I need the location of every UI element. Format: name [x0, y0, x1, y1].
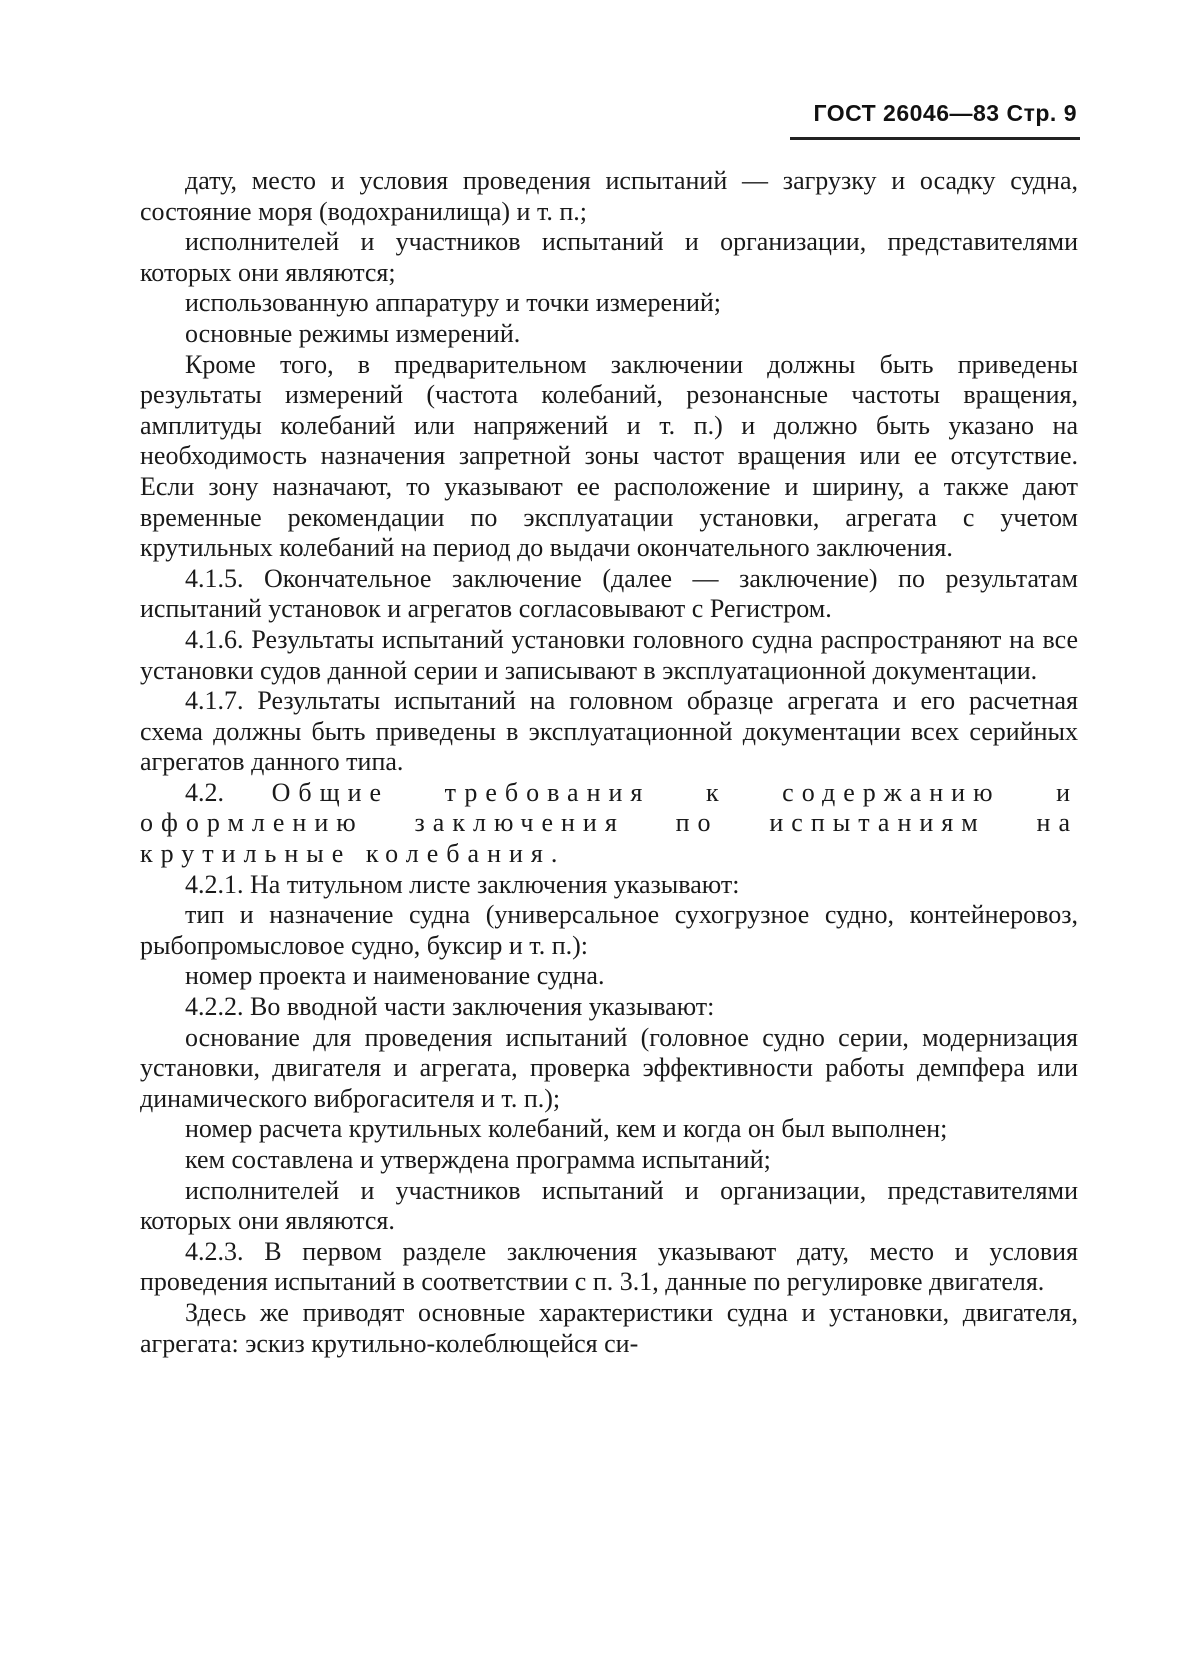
paragraph: исполнителей и участников испытаний и организации, представителями которых они являются;	[140, 227, 1078, 287]
section-heading	[140, 778, 1078, 870]
paragraph: 4.2.3. В первом разделе заключения указывают дату, место и условия проведения испытаний в соответствии с п. 3.1, данные по регулировке двигателя.	[140, 1236, 1078, 1297]
page-header	[813, 100, 1077, 127]
paragraph: номер проекта и наименование судна.	[185, 961, 605, 991]
paragraph: 4.1.6. Результаты испытаний установки головного судна распространяют на все установки судов данной серии и записывают в эксплуатационной документации.	[140, 624, 1078, 685]
paragraph: дату, место и условия проведения испытаний — загрузку и осадку судна, состояние моря (водохранилища) и т. п.;	[140, 166, 1078, 226]
standard-number: ГОСТ 26046—83	[813, 100, 1000, 126]
header-rule	[790, 137, 1080, 140]
paragraph: кем составлена и утверждена программа испытаний;	[185, 1145, 771, 1174]
paragraph: использованную аппаратуру и точки измерений;	[185, 288, 722, 318]
section-title: Общие требования к содержанию и оформлению заключения по испытаниям на крутильные колебания.	[140, 777, 1078, 869]
paragraph: 4.1.5. Окончательное заключение (далее — заключение) по результатам испытаний установок и агрегатов согласовывают с Регистром.	[140, 563, 1078, 624]
paragraph: основные режимы измерений.	[185, 318, 521, 348]
paragraph: основание для проведения испытаний (головное судно серии, модернизация установки, двигателя и агрегата, проверка эффективности работы демпфера или динамического виброгасителя и т. п.);	[140, 1022, 1078, 1113]
paragraph: 4.2.2. Во вводной части заключения указывают:	[185, 992, 715, 1022]
paragraph: Здесь же приводят основные характеристики судна и установки, двигателя, агрегата: эскиз крутильно-колеблющейся си-	[140, 1297, 1078, 1358]
paragraph: 4.2.1. На титульном листе заключения указывают:	[185, 869, 740, 899]
page-number: Стр. 9	[1006, 100, 1077, 126]
paragraph: Кроме того, в предварительном заключении должны быть приведены результаты измерений (частота колебаний, резонансные частоты вращения, амплитуды колебаний или напряжений и т. п.) и должно быть указано на необходимость назначения запретной зоны частот вращения или ее отсутствие. Если зону назначают, то указывают ее расположение и ширину, а также дают временные рекомендации по эксплуатации установки, агрегата с учетом крутильных колебаний на период до выдачи окончательного заключения.	[140, 349, 1078, 563]
paragraph: исполнителей и участников испытаний и организации, представителями которых они являются.	[140, 1175, 1078, 1236]
paragraph: 4.1.7. Результаты испытаний на головном образце агрегата и его расчетная схема должны быть приведены в эксплуатационной документации всех серийных агрегатов данного типа.	[140, 686, 1078, 777]
document-body	[140, 166, 1078, 1359]
paragraph: номер расчета крутильных колебаний, кем и когда он был выполнен;	[185, 1114, 948, 1144]
section-number: 4.2.	[185, 777, 224, 807]
paragraph: тип и назначение судна (универсальное сухогрузное судно, контейнеровоз, рыбопромысловое судно, буксир и т. п.):	[140, 900, 1078, 960]
